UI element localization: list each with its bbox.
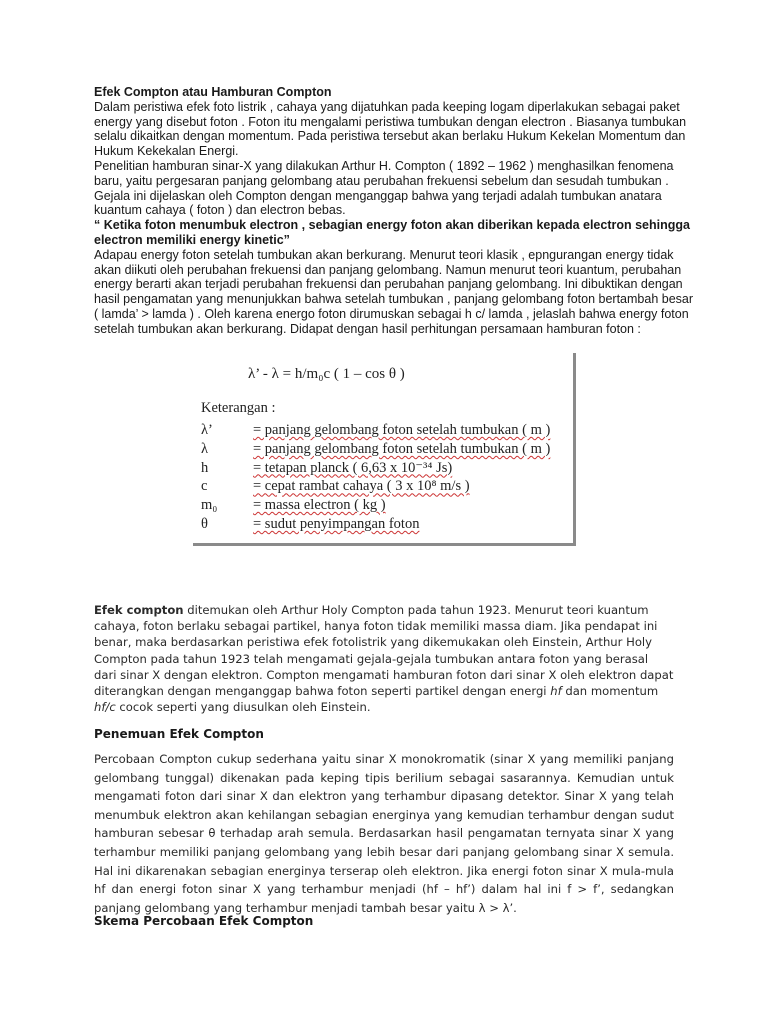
paragraph-3: Adapau energy foton setelah tumbukan akan berkurang. Menurut teori klasik , epngurangan energy tidak akan diikuti oleh perubahan frekuensi dan panjang gelombang. Namun menurut teori kuantum, perubahan energy berarti akan terjadi perubahan frekuensi dan perubahan panjang gelombang. Ini dibuktikan dengan hasil pengamatan yang menunjukkan bahwa setelah tumbukan , panjang gelombang foton bertambah besar ( lamda’ > lamda ) . Oleh karena energo foton dirumuskan sebagai h c/ lamda , jelaslah bahwa energy foton setelah tumbukan akan berkurang. Didapat dengan hasil perhitungan persamaan hamburan foton : — [94, 247, 694, 336]
variable-description: = cepat rambat cahaya ( 3 x 10⁸ m/s ) — [253, 478, 470, 495]
momentum-term: hf/c — [94, 700, 116, 715]
variable-row — [201, 496, 550, 515]
compton-equation: λ’ - λ = h/m₀c ( 1 – cos θ ) — [248, 366, 405, 382]
history-text-2: dan momentum — [561, 684, 659, 699]
experiment-paragraph: Percobaan Compton cukup sederhana yaitu sinar X monokromatik (sinar X yang memiliki panjang gelombang tunggal) dikenakan pada keping tipis berilium sebagai sasarannya. Kemudian untuk mengamati foton dari sinar X dan elektron yang terhambur dipasang detektor. Sinar X yang telah menumbuk elektron akan kehilangan sebagian energinya yang kemudian terhambur dengan sudut hamburan sebesar θ terhadap arah semula. Berdasarkan hasil pengamatan ternyata sinar X yang terhambur memiliki panjang gelombang yang lebih besar dari panjang gelombang sinar X semula. Hal ini dikarenakan sebagian energinya terserap oleh elektron. Jika energi foton sinar X mula-mula hf dan energi foton sinar X yang terhambur menjadi (hf – hf’) dalam hal ini f > f’, sedangkan panjang gelombang yang terhambur menjadi tambah besar yaitu λ > λ’. — [94, 752, 674, 915]
formula-image — [193, 353, 576, 546]
keterangan-title: Keterangan : — [201, 400, 276, 416]
variable-symbol: m₀ — [201, 497, 218, 514]
variable-description: = panjang gelombang foton setelah tumbukan ( m ) — [253, 440, 551, 457]
section-title: Efek Compton atau Hamburan Compton — [94, 85, 332, 99]
variable-row — [201, 515, 550, 534]
variable-symbol: c — [201, 478, 208, 495]
variable-description: = sudut penyimpangan foton — [253, 515, 420, 532]
history-text: ditemukan oleh Arthur Holy Compton pada tahun 1923. Menurut teori kuantum cahaya, foton berlaku sebagai partikel, hanya foton tidak memiliki massa diam. Jika pendapat ini benar, maka berdasarkan peristiwa efek fotolistrik yang dikemukakan oleh Einstein, Arthur Holy Compton pada tahun 1923 telah mengamati gejala-gejala tumbukan antara foton yang berasal dari sinar X dengan elektron. Compton mengamati hamburan foton dari sinar X oleh elektron dapat diterangkan dengan menganggap bahwa foton seperti partikel dengan energi — [94, 603, 674, 699]
paragraph-2: Penelitian hamburan sinar-X yang dilakukan Arthur H. Compton ( 1892 – 1962 ) menghasilkan fenomena baru, yaitu pergesaran panjang gelombang atau perubahan frekuensi sebelum dan sesudah tumbukan . Gejala ini dijelaskan oleh Compton dengan menganggap bahwa yang terjadi adalah tumbukan anatara kuantum cahaya ( foton ) dan electron bebas. — [94, 158, 674, 218]
variable-symbol: λ — [201, 440, 209, 457]
variable-symbol: λ’ — [201, 422, 213, 438]
variable-list — [201, 421, 550, 534]
variable-row — [201, 421, 550, 440]
experiment-section — [94, 750, 674, 917]
variable-description: = panjang gelombang foton setelah tumbukan ( m ) — [253, 422, 551, 438]
lead-term: Efek compton — [94, 603, 184, 617]
variable-description: = tetapan planck ( 6,63 x 10⁻³⁴ Js) — [253, 459, 453, 476]
heading-skema: Skema Percobaan Efek Compton — [94, 914, 314, 928]
variable-row — [201, 440, 550, 459]
variable-row — [201, 459, 550, 478]
history-paragraph — [94, 602, 674, 715]
paragraph-1: Dalam peristiwa efek foto listrik , cahaya yang dijatuhkan pada keeping logam diperlakukan sebagai paket energy yang disebut foton . Foton itu mengalami peristiwa tumbukan dengan electron . Biasanya tumbukan selalu dikaitkan dengan momentum. Pada peristiwa tersebut akan berlaku Hukum Kekelan Momentum dan Hukum Kekekalan Energi. — [94, 99, 687, 159]
quote-paragraph: “ Ketika foton menumbuk electron , sebagian energy foton akan diberikan kepada electron sehingga electron memiliki energy kinetic” — [94, 218, 690, 247]
variable-symbol: h — [201, 459, 209, 476]
variable-description: = massa electron ( kg ) — [253, 497, 386, 514]
variable-symbol: θ — [201, 515, 208, 532]
energy-term: hf — [550, 684, 562, 699]
variable-row — [201, 477, 550, 496]
heading-penemuan: Penemuan Efek Compton — [94, 727, 264, 741]
history-section — [94, 602, 674, 715]
history-text-3: cocok seperti yang diusulkan oleh Einstein. — [115, 700, 371, 715]
intro-section — [94, 85, 694, 337]
